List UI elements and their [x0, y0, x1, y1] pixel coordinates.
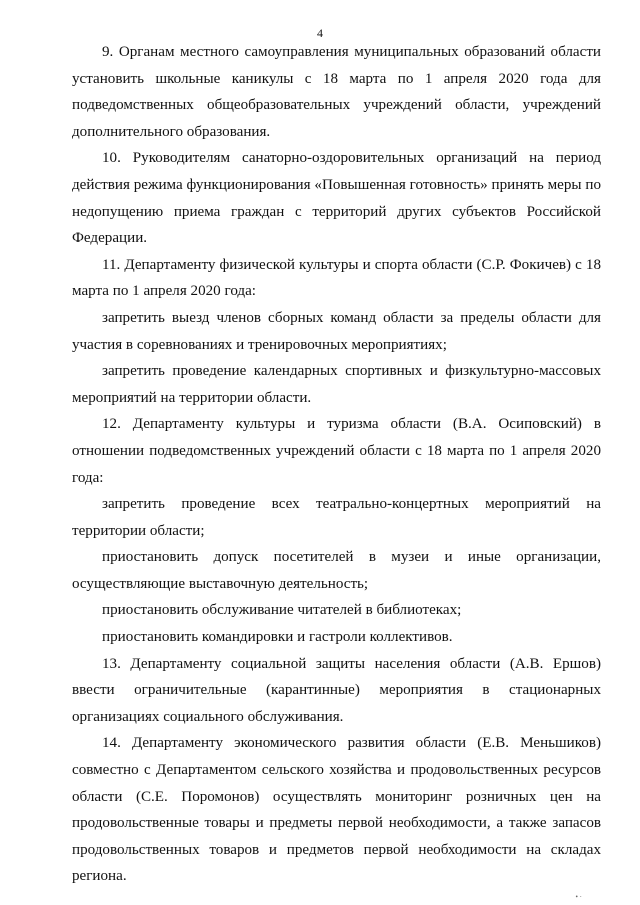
paragraph-subitem-sport-1: запретить выезд членов сборных команд области за пределы области для участия в соревнованиях и тренировочных мероприятиях;	[72, 309, 601, 353]
paragraph-item-10: 10. Руководителям санаторно-оздоровительных организаций на период действия режима функционирования «Повышенная готовность» принять меры по недопущению приема граждан с территорий других субъектов Российской Федерации.	[72, 150, 601, 247]
paragraph-item-12: 12. Департаменту культуры и туризма области (В.А. Осиповский) в отношении подведомственных учреждений области с 18 марта по 1 апреля 2020 года:	[72, 416, 601, 486]
paragraph-item-9: 9. Органам местного самоуправления муниципальных образований области установить школьные каникулы с 18 марта по 1 апреля 2020 года для подведомственных общеобразовательных учреждений области, учреждений дополнительного образования.	[72, 44, 601, 140]
paragraph-subitem-culture-3: приостановить обслуживание читателей в библиотеках;	[102, 602, 462, 619]
page-number: 4	[317, 26, 323, 40]
paragraph-subitem-sport-2: запретить проведение календарных спортивных и физкультурно-массовых мероприятий на территории области.	[72, 363, 601, 406]
document-body	[72, 39, 601, 890]
paragraph-item-13: 13. Департаменту социальной защиты населения области (А.В. Ершов) ввести ограничительные (карантинные) мероприятия в стационарных организациях социального обслуживания.	[72, 655, 601, 725]
scan-corner-mark: • ·	[575, 893, 582, 901]
paragraph-subitem-culture-2: приостановить допуск посетителей в музеи и иные организации, осуществляющие выставочную деятельность;	[72, 549, 601, 592]
paragraph-item-11: 11. Департаменту физической культуры и спорта области (С.Р. Фокичев) с 18 марта по 1 апреля 2020 года:	[72, 256, 601, 300]
paragraph-subitem-culture-4: приостановить командировки и гастроли коллективов.	[102, 629, 453, 646]
paragraph-item-14: 14. Департаменту экономического развития области (Е.В. Меньшиков) совместно с Департаментом сельского хозяйства и продовольственных ресурсов области (С.Е. Поромонов) осуществлять мониторинг розничных цен на продовольственные товары и предметы первой необходимости, а также запасов продовольственных товаров и предметов первой необходимости на складах региона.	[72, 735, 601, 885]
paragraph-subitem-culture-1: запретить проведение всех театрально-концертных мероприятий на территории области;	[72, 496, 601, 539]
